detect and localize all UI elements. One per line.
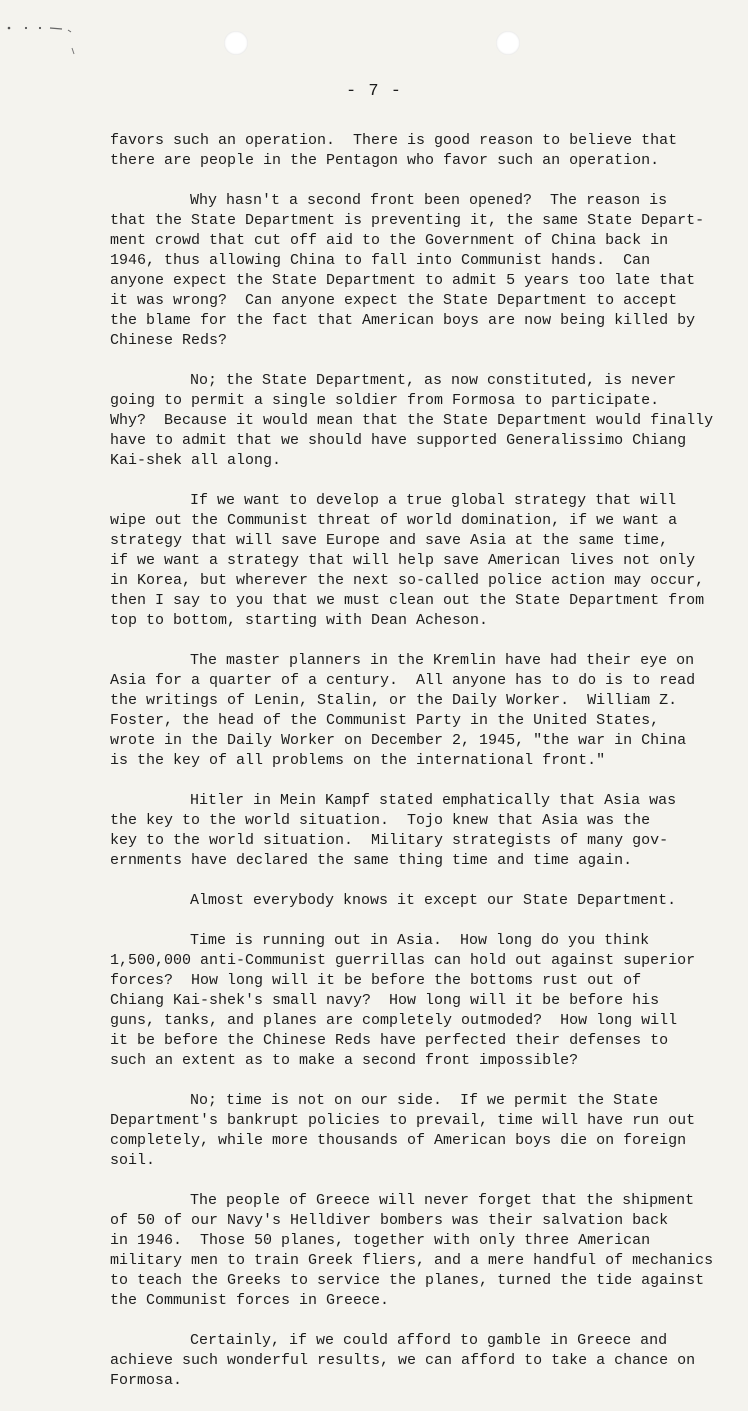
text-line: If we want to develop a true global strategy that will (190, 492, 677, 509)
text-line: Why hasn't a second front been opened? The reason is (190, 192, 668, 209)
paragraph (110, 891, 677, 911)
text-line: Chiang Kai-shek's small navy? How long will it be before his (110, 992, 660, 1009)
text-line: Almost everybody knows it except our State Department. (190, 892, 677, 909)
text-line: guns, tanks, and planes are completely outmoded? How long will (110, 1012, 678, 1029)
text-line: of 50 of our Navy's Helldiver bombers was their salvation back (110, 1212, 669, 1229)
text-line: completely, while more thousands of American boys die on foreign (110, 1132, 687, 1149)
text-line: 1,500,000 anti-Communist guerrillas can hold out against superior (110, 952, 696, 969)
paragraph (110, 1191, 714, 1311)
text-line: The master planners in the Kremlin have had their eye on (190, 652, 695, 669)
text-line: 1946, thus allowing China to fall into Communist hands. Can (110, 252, 651, 269)
text-line: top to bottom, starting with Dean Acheson. (110, 612, 489, 629)
paragraph (110, 1091, 696, 1171)
text-line: it be before the Chinese Reds have perfected their defenses to (110, 1032, 669, 1049)
text-line: Foster, the head of the Communist Party in the United States, (110, 712, 660, 729)
text-line: forces? How long will it be before the bottoms rust out of (110, 972, 642, 989)
text-line: Formosa. (110, 1372, 183, 1389)
text-line: Why? Because it would mean that the State Department would finally (110, 412, 714, 429)
text-line: Kai-shek all along. (110, 452, 282, 469)
paragraph (110, 1331, 696, 1391)
punch-hole-right (496, 31, 520, 55)
text-line: there are people in the Pentagon who favor such an operation. (110, 152, 660, 169)
paragraph (110, 371, 714, 471)
text-line: then I say to you that we must clean out the State Department from (110, 592, 705, 609)
text-line: soil. (110, 1152, 156, 1169)
text-line: Chinese Reds? (110, 332, 228, 349)
text-line: achieve such wonderful results, we can afford to take a chance on (110, 1352, 696, 1369)
text-line: Certainly, if we could afford to gamble in Greece and (190, 1332, 668, 1349)
text-line: in 1946. Those 50 planes, together with only three American (110, 1232, 651, 1249)
paragraph (110, 131, 678, 171)
text-line: key to the world situation. Military strategists of many gov- (110, 832, 669, 849)
text-line: such an extent as to make a second front impossible? (110, 1052, 579, 1069)
text-line: anyone expect the State Department to admit 5 years too late that (110, 272, 696, 289)
text-line: the writings of Lenin, Stalin, or the Daily Worker. William Z. (110, 692, 678, 709)
text-line: the key to the world situation. Tojo knew that Asia was the (110, 812, 651, 829)
text-line: the Communist forces in Greece. (110, 1292, 390, 1309)
text-line: going to permit a single soldier from Formosa to participate. (110, 392, 660, 409)
paragraph (110, 651, 696, 771)
text-line: The people of Greece will never forget that the shipment (190, 1192, 695, 1209)
punch-hole-left (224, 31, 248, 55)
text-line: strategy that will save Europe and save Asia at the same time, (110, 532, 669, 549)
text-line: ment crowd that cut off aid to the Government of China back in (110, 232, 669, 249)
text-line: Time is running out in Asia. How long do you think (190, 932, 650, 949)
text-line: military men to train Greek fliers, and a mere handful of mechanics (110, 1252, 714, 1269)
text-line: Hitler in Mein Kampf stated emphatically that Asia was (190, 792, 677, 809)
text-line: to teach the Greeks to service the planes, turned the tide against (110, 1272, 705, 1289)
text-line: ernments have declared the same thing time and time again. (110, 852, 633, 869)
text-line: wrote in the Daily Worker on December 2, 1945, "the war in China (110, 732, 687, 749)
text-line: that the State Department is preventing it, the same State Depart- (110, 212, 705, 229)
text-line: is the key of all problems on the international front." (110, 752, 606, 769)
paragraph (110, 791, 677, 871)
page-number: - 7 - (345, 82, 402, 101)
body-text (110, 131, 714, 1411)
text-line: the blame for the fact that American boys are now being killed by (110, 312, 696, 329)
paragraph (110, 191, 705, 351)
paragraph (110, 931, 696, 1071)
text-line: No; time is not on our side. If we permit the State (190, 1092, 659, 1109)
text-line: Asia for a quarter of a century. All anyone has to do is to read (110, 672, 696, 689)
paragraph (110, 491, 705, 631)
text-line: favors such an operation. There is good reason to believe that (110, 132, 678, 149)
stray-ink-marks (6, 12, 76, 62)
text-line: it was wrong? Can anyone expect the State Department to accept (110, 292, 678, 309)
text-line: in Korea, but wherever the next so-called police action may occur, (110, 572, 705, 589)
text-line: have to admit that we should have supported Generalissimo Chiang (110, 432, 687, 449)
text-line: if we want a strategy that will help save American lives not only (110, 552, 696, 569)
text-line: wipe out the Communist threat of world domination, if we want a (110, 512, 678, 529)
text-line: No; the State Department, as now constituted, is never (190, 372, 677, 389)
text-line: Department's bankrupt policies to prevail, time will have run out (110, 1112, 696, 1129)
